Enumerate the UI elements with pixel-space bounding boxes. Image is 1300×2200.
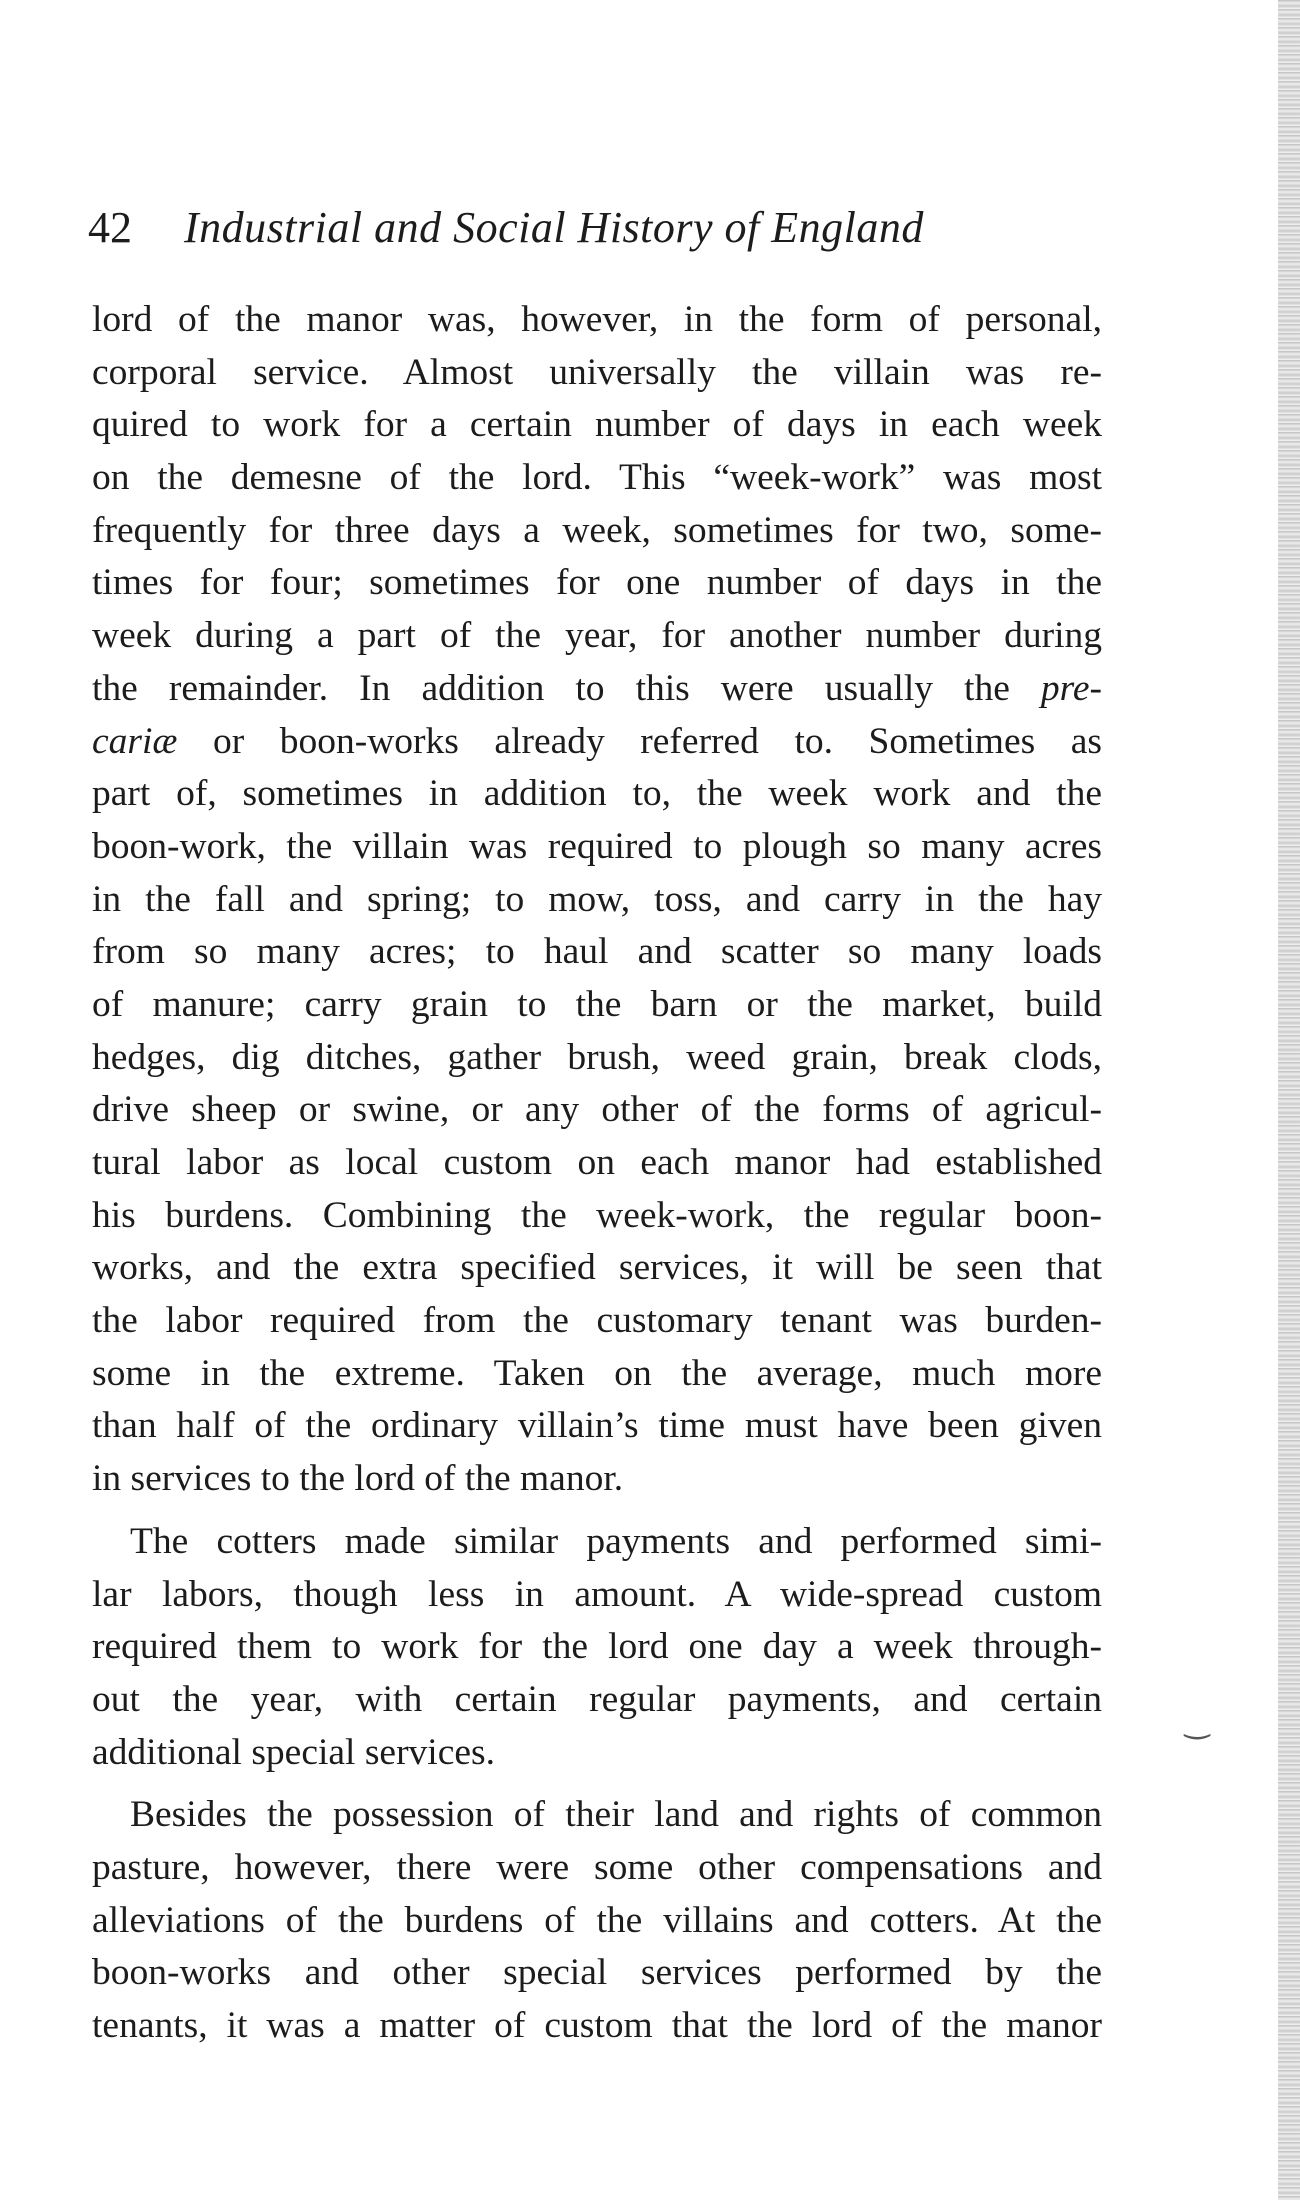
- text-line: alleviations of the burdens of the villains and cotters. At the: [92, 1899, 1102, 1941]
- text-line: lord of the manor was, however, in the form of personal,: [92, 299, 1102, 340]
- italic-term: pre-: [1040, 667, 1102, 709]
- text-line: week during a part of the year, for another number during: [92, 615, 1102, 657]
- book-title: Industrial and Social History of England: [184, 203, 924, 252]
- running-head: [88, 198, 1108, 258]
- text-line: additional special services.: [92, 1731, 495, 1773]
- text-line: drive sheep or swine, or any other of the forms of agricul-: [92, 1089, 1102, 1131]
- text-line: times for four; sometimes for one number of days in the: [92, 562, 1102, 604]
- paragraph-gap: [92, 1506, 1102, 1516]
- text-line: part of, sometimes in addition to, the week work and the: [92, 773, 1102, 815]
- text-line: corporal service. Almost universally the villain was re-: [92, 351, 1102, 393]
- text-line: in services to the lord of the manor.: [92, 1458, 624, 1500]
- text-line-italic-start: cariæ or boon-works already referred to. Sometimes as: [92, 720, 1102, 762]
- text-line: than half of the ordinary villain’s time must have been given: [92, 1405, 1102, 1447]
- margin-mark-icon: ‿: [1185, 1706, 1210, 1739]
- text-line: out the year, with certain regular payments, and certain: [92, 1678, 1102, 1720]
- text-line: hedges, dig ditches, gather brush, weed grain, break clods,: [92, 1036, 1102, 1078]
- paragraph-gap: [92, 1779, 1102, 1789]
- text-line: on the demesne of the lord. This “week-work” was most: [92, 457, 1102, 499]
- text-line: tenants, it was a matter of custom that the lord of the manor: [92, 2005, 1102, 2046]
- page-number: 42: [88, 203, 132, 252]
- text-line: required them to work for the lord one day a week through-: [92, 1626, 1102, 1668]
- italic-term: cariæ: [92, 720, 178, 762]
- text-line: his burdens. Combining the week-work, the regular boon-: [92, 1194, 1102, 1236]
- text-line: The cotters made similar payments and performed simi-: [130, 1520, 1102, 1562]
- text-line: from so many acres; to haul and scatter so many loads: [92, 931, 1102, 973]
- text-line: quired to work for a certain number of days in each week: [92, 404, 1102, 446]
- text-line: works, and the extra specified services, it will be seen that: [92, 1247, 1102, 1289]
- text-line: of manure; carry grain to the barn or the market, build: [92, 983, 1102, 1025]
- text-line: pasture, however, there were some other compensations and: [92, 1846, 1102, 1888]
- text-line: boon-works and other special services performed by the: [92, 1952, 1102, 1994]
- text-line: the labor required from the customary tenant was burden-: [92, 1300, 1102, 1342]
- text-line-italic-end: the remainder. In addition to this were usually the pre-: [92, 667, 1102, 709]
- page-edge-shadow: [1278, 0, 1300, 2200]
- text-line: boon-work, the villain was required to plough so many acres: [92, 825, 1102, 867]
- text-line: some in the extreme. Taken on the average, much more: [92, 1352, 1102, 1394]
- text-line: frequently for three days a week, sometimes for two, some-: [92, 509, 1102, 551]
- text-line: Besides the possession of their land and rights of common: [130, 1794, 1102, 1836]
- text-line: lar labors, though less in amount. A wide-spread custom: [92, 1573, 1102, 1615]
- body-text: [92, 294, 1102, 2053]
- text-line: in the fall and spring; to mow, toss, and carry in the hay: [92, 878, 1102, 920]
- text-line: tural labor as local custom on each manor had established: [92, 1142, 1102, 1183]
